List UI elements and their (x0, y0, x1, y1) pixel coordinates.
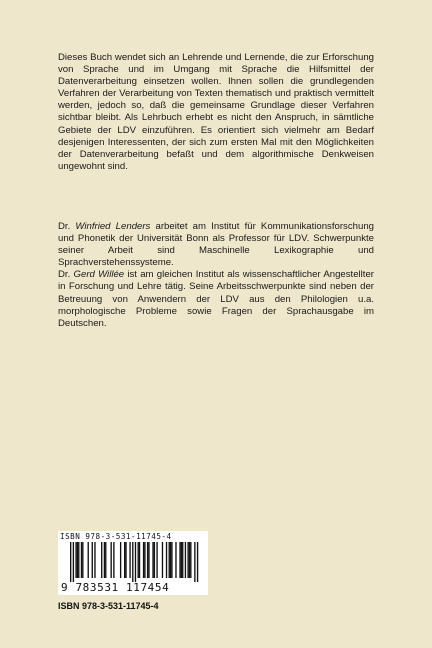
barcode-bar (73, 542, 74, 582)
barcode-bar (152, 542, 153, 578)
barcode-bar (194, 542, 195, 582)
description-paragraph: Dieses Buch wendet sich an Lehrende und Lernende, die zur Erforschung von Sprache und im Umgang mit Sprache die Hilfsmittel der Datenverarbeitung einsetzen wollen. Ihnen sollen die grundlegenden Verfahren der Verarbeitung von Texten thematisch und praktisch vermittelt werden, jedoch so, daß die gemeinsame Grundlage dieser Verfahren sichtbar bleibt. Als Lehrbuch erhebt es nicht den Anspruch, in sämtliche Gebiete der LDV einzuführen. Es orientiert sich vielmehr am Bedarf desjenigen Interessenten, der sich zum ersten Mal mit den Möglichkeiten der Datenverarbeitung befaßt und dem algorithmische Denkweisen ungewohnt sind. (58, 52, 374, 172)
author-prefix: Dr. (58, 269, 74, 281)
barcode-bar (138, 542, 139, 578)
author-bio-lenders (58, 221, 374, 269)
barcode-isbn-text: ISBN 978-3-531-11745-4 (60, 532, 172, 541)
barcode-bar (139, 542, 140, 578)
barcode-bar (70, 542, 71, 582)
barcode-bar (144, 542, 145, 578)
barcode-bar (113, 542, 114, 578)
barcode-bar (171, 542, 172, 578)
barcode-ean-digits: 9 783531 117454 (61, 581, 170, 594)
barcode-bar (147, 542, 148, 578)
barcode-bar (129, 542, 130, 578)
barcode-icon (60, 542, 206, 582)
isbn-footer: ISBN 978-3-531-11745-4 (58, 601, 159, 611)
barcode-bar (135, 542, 136, 582)
barcode-bar (132, 542, 133, 582)
barcode-bar (88, 542, 89, 578)
barcode-bar (143, 542, 144, 578)
author-bio-willee (58, 269, 374, 329)
author-name: Winfried Lenders (75, 221, 151, 232)
barcode-label (58, 531, 208, 595)
barcode-bar (120, 542, 121, 578)
book-description (58, 52, 374, 173)
barcode-bar (169, 542, 170, 578)
barcode-bar (75, 542, 76, 578)
author-bio-text: arbeitet am Institut für Kommunikationsforschung und Phonetik der Universität Bonn als Professor für LDV. Schwerpunkte seiner Arbeit sind Maschinelle Lexikographie und Sprachverstehenssysteme. (58, 221, 374, 269)
barcode-bar (185, 542, 186, 578)
barcode-bar (189, 542, 190, 578)
barcode-bar (94, 542, 95, 578)
author-bio-text: ist am gleichen Institut als wissenschaftlicher Angestellter in Forschung und Lehre tätig. Seine Arbeitsschwerpunkte sind neben der Betreuung von Anwendern der LDV aus den Philologien u.a. morphologische Probleme sowie Fragen der Sprachausgabe im Deutschen. (58, 269, 374, 329)
barcode-bar (175, 542, 176, 578)
author-name: Gerd Willée (73, 269, 125, 281)
barcode-bar (179, 542, 180, 578)
author-prefix: Dr. (58, 221, 76, 232)
barcode-bar (170, 542, 171, 578)
barcode-bar (125, 542, 126, 578)
barcode-bar (105, 542, 106, 578)
barcode-bar (124, 542, 125, 578)
barcode-bar (82, 542, 83, 578)
barcode-bar (154, 542, 155, 578)
barcode-bar (187, 542, 188, 578)
barcode-bar (156, 542, 157, 578)
barcode-bar (78, 542, 79, 578)
barcode-bar (104, 542, 105, 578)
barcode-bar (101, 542, 102, 578)
barcode-bar (77, 542, 78, 578)
barcode-bar (166, 542, 167, 578)
barcode-bar (111, 542, 112, 578)
barcode-bar (92, 542, 93, 578)
barcode-bar (181, 542, 182, 578)
barcode-bar (197, 542, 198, 582)
barcode-bar (162, 542, 163, 578)
author-bios (58, 221, 374, 330)
barcode-bar (182, 542, 183, 578)
barcode-bar (190, 542, 191, 578)
barcode-bar (148, 542, 149, 578)
barcode-bar (81, 542, 82, 578)
